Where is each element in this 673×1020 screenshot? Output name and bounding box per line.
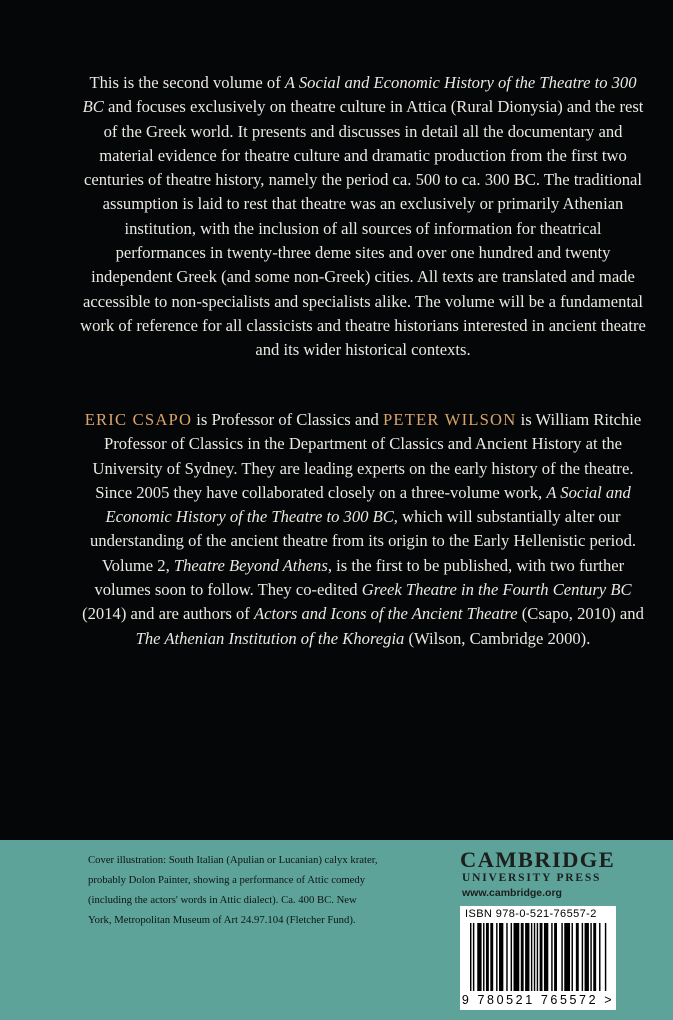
barcode-bar: [590, 923, 591, 991]
barcode-bar: [564, 923, 570, 991]
barcode-bar: [496, 923, 497, 991]
barcode-bar: [554, 923, 557, 991]
barcode-bar: [499, 923, 503, 991]
barcode-bar: [576, 923, 579, 991]
barcode-bar: [599, 923, 600, 991]
author-name-wilson: PETER WILSON: [382, 410, 517, 429]
work-title: The Athenian Institution of the Khoregia: [135, 628, 405, 648]
barcode-digits: 9 780521 765572 >: [461, 993, 615, 1007]
barcode-bar: [506, 923, 507, 991]
isbn-label: ISBN 978-0-521-76557-2: [465, 908, 597, 920]
barcode-bar: [540, 923, 543, 991]
footer-band: [0, 840, 673, 1020]
author-name-csapo: ERIC CSAPO: [84, 410, 193, 429]
barcode-bar: [534, 923, 535, 991]
description-text: and focuses exclusively on theatre culture in Attica (Rural Dionysia) and the rest of the Greek world. It presents and discusses in detail all the documentary and material evidence for theatre culture and dramatic production from the first two centuries of theatre history, namely the period ca. 500 to ca. 300 BC. The traditional assumption is laid to rest that theatre was an exclusively or primarily Athenian institution, with the inclusion of all sources of information for theatrical performances in twenty-three deme sites and over one hundred and twenty independent Greek (and some non-Greek) cities. All texts are translated and made accessible to non-specialists and specialists alike. The volume will be a fundamental work of reference for all classicists and theatre historians interested in ancient theatre and its wider historical contexts.: [80, 97, 646, 360]
barcode-bar: [473, 923, 474, 991]
barcode-bar: [531, 923, 532, 991]
cover-illustration-caption: [88, 850, 378, 930]
description-paragraph: [80, 71, 646, 363]
publisher-logo: [460, 848, 620, 900]
barcode-panel: [460, 906, 616, 1010]
barcode-icon: [466, 923, 610, 993]
description-text: This is the second volume of: [89, 73, 285, 92]
author-biography: [80, 408, 646, 651]
work-title: A Social and Economic History of the Theatre to 300 BC: [105, 482, 631, 527]
work-title: Actors and Icons of the Ancient Theatre: [253, 604, 518, 624]
bio-text: , is the first to be published, with two further volumes soon to follow. They co-edited: [94, 555, 625, 600]
barcode-bar: [593, 923, 596, 991]
caption-text: Cover illustration: South Italian (Apulian or Lucanian) calyx krater, probably Dolon Painter, showing a performance of Attic comedy (including the actors' words in Attic dialect). Ca. 400 BC. New York, Metropolitan Museum of Art 24.97.104 (Fletcher Fund).: [88, 854, 378, 927]
barcode-bar: [572, 923, 573, 991]
barcode-bar: [525, 923, 529, 991]
barcode-bar: [605, 923, 606, 991]
barcode-bar: [582, 923, 583, 991]
barcode-bar: [537, 923, 538, 991]
barcode-bar: [483, 923, 484, 991]
barcode-bar: [490, 923, 493, 991]
publisher-press: UNIVERSITY PRESS: [462, 872, 602, 884]
bio-text: (Csapo, 2010) and: [517, 604, 644, 624]
barcode-bar: [561, 923, 562, 991]
work-title: Greek Theatre in the Fourth Century BC: [361, 580, 632, 600]
barcode-bar: [511, 923, 512, 991]
barcode-bar: [521, 923, 524, 991]
book-description: [80, 71, 646, 363]
barcode-bar: [470, 923, 471, 991]
barcode-bar: [544, 923, 548, 991]
bio-text: is William Ritchie Professor of Classics in the Department of Classics and Ancient History at the University of Sydney. They are leading experts on the early history of the theatre. Since 2005 they have collaborated closely on a three-volume work,: [92, 410, 642, 502]
bio-text: , which will substantially alter our understanding of the ancient theatre from its origin to the Early Hellenistic period. Volume 2,: [89, 507, 637, 575]
bio-text: (2014) and are authors of: [82, 604, 254, 624]
publisher-name: CAMBRIDGE: [460, 847, 616, 872]
barcode-bar: [477, 923, 481, 991]
bio-text: is Professor of Classics and: [192, 410, 383, 429]
bio-text: (Wilson, Cambridge 2000).: [404, 628, 591, 648]
series-title: A Social and Economic History of the Theatre to 300 BC: [82, 73, 637, 117]
barcode-bar: [585, 923, 589, 991]
barcode-bar: [514, 923, 520, 991]
barcode-bar: [551, 923, 552, 991]
barcode-bar: [486, 923, 489, 991]
publisher-website: www.cambridge.org: [462, 887, 562, 899]
work-title: Theatre Beyond Athens: [173, 555, 328, 575]
biography-paragraph: [80, 408, 646, 651]
